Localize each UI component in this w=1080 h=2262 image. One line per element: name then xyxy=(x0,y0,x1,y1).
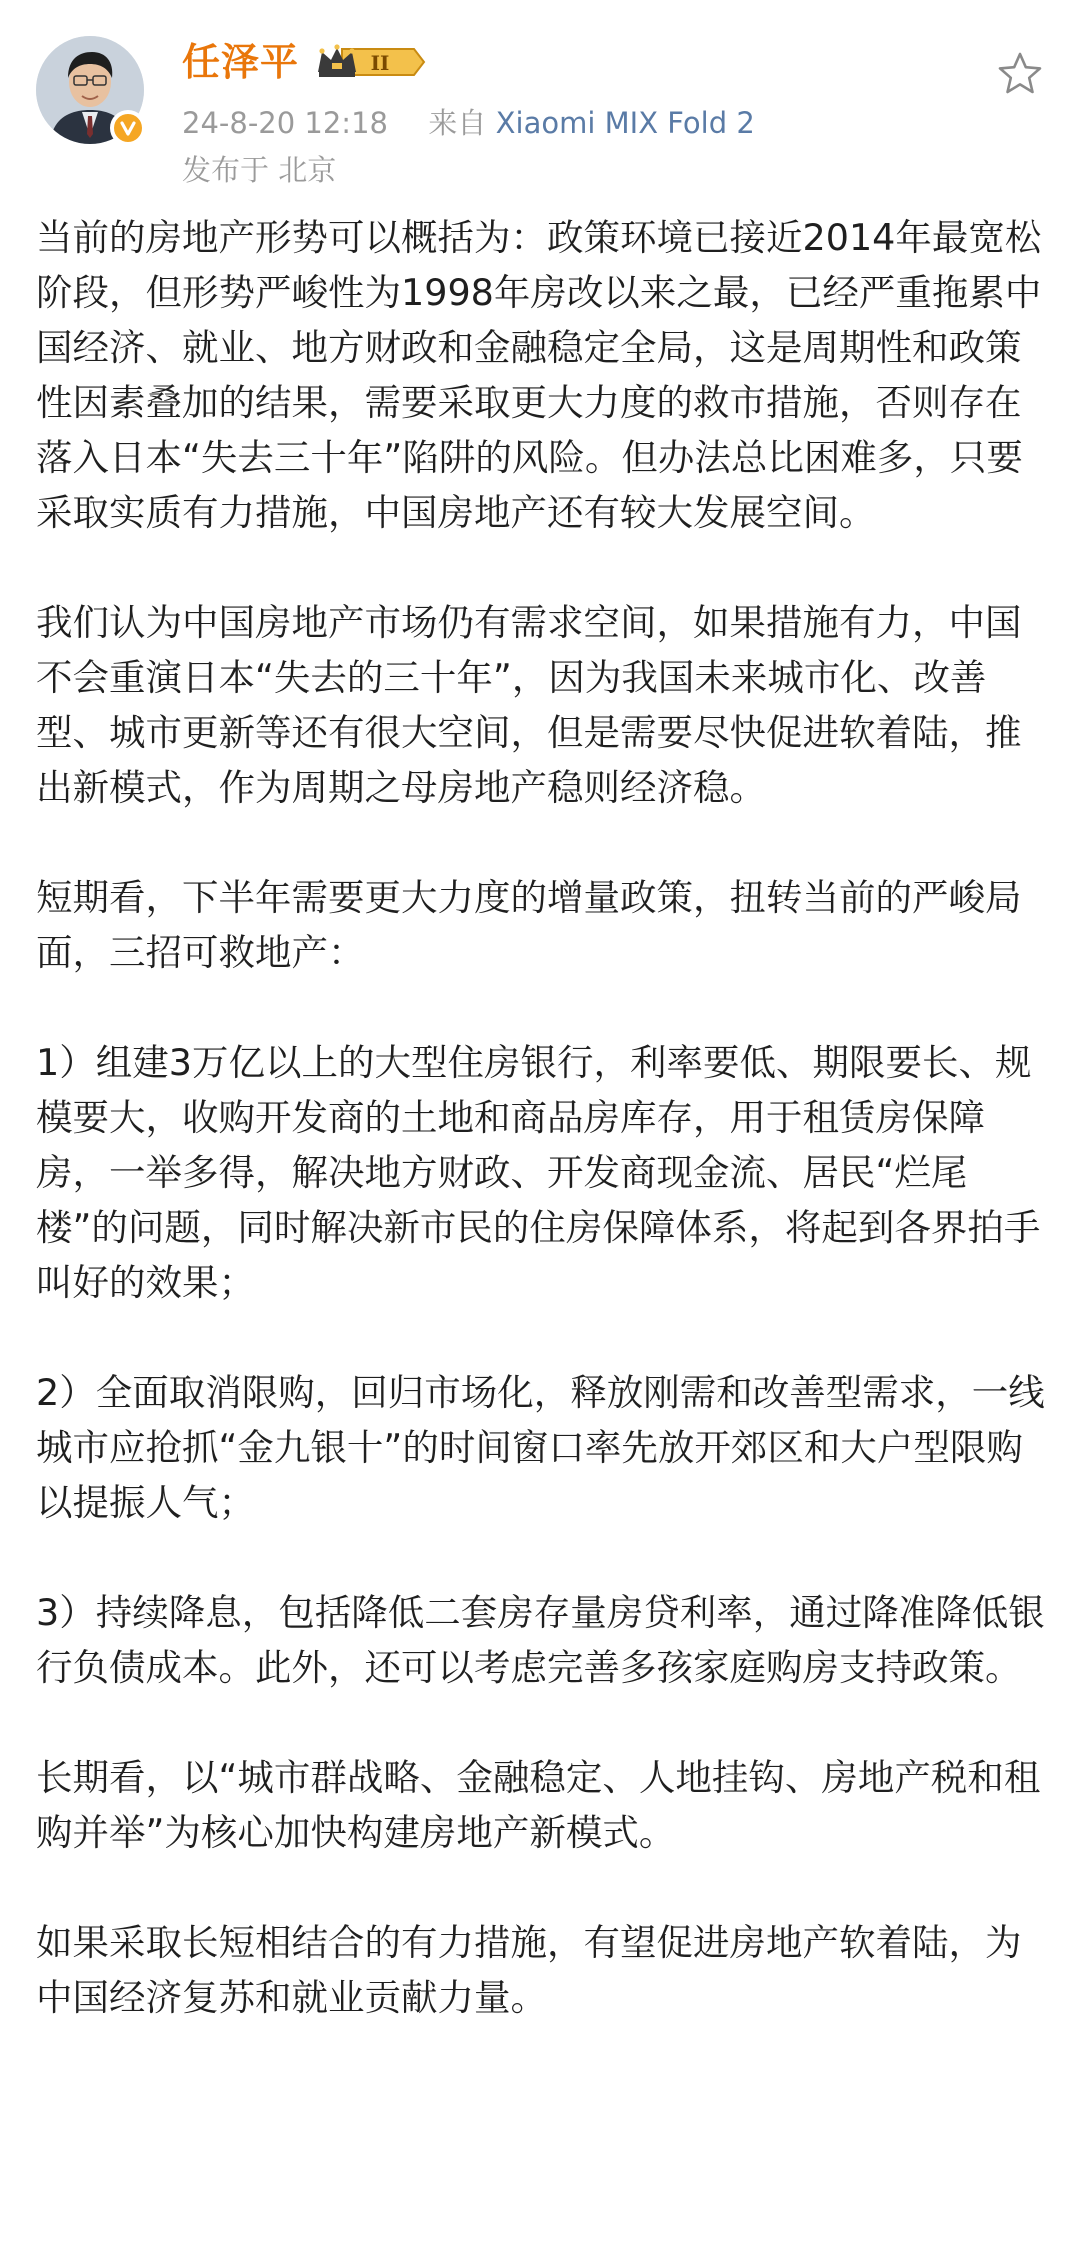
verified-v-icon xyxy=(110,110,146,146)
post-paragraph: 长期看，以“城市群战略、金融稳定、人地挂钩、房地产税和租购并举”为核心加快构建房地产新模式。 xyxy=(36,1756,1041,1854)
post-paragraph: 短期看，下半年需要更大力度的增量政策，扭转当前的严峻局面，三招可救地产： xyxy=(36,876,1022,974)
post-meta xyxy=(182,103,755,143)
member-level-text: II xyxy=(370,51,390,75)
author-avatar[interactable] xyxy=(36,36,144,144)
post-paragraph: 3）持续降息，包括降低二套房存量房贷利率，通过降准降低银行负债成本。此外，还可以考虑完善多孩家庭购房支持政策。 xyxy=(36,1591,1045,1689)
post-paragraph: 当前的房地产形势可以概括为：政策环境已接近2014年最宽松阶段，但形势严峻性为1998年房改以来之最，已经严重拖累中国经济、就业、地方财政和金融稳定全局，这是周期性和政策性因素叠加的结果，需要采取更大力度的救市措施，否则存在落入日本“失去三十年”陷阱的风险。但办法总比困难多，只要采取实质有力措施，中国房地产还有较大发展空间。 xyxy=(36,216,1042,534)
crown-member-icon[interactable] xyxy=(314,42,426,82)
star-icon[interactable] xyxy=(994,48,1046,100)
author-name[interactable]: 任泽平 xyxy=(182,40,300,84)
post-location: 发布于 北京 xyxy=(182,153,337,187)
post-paragraph: 2）全面取消限购，回归市场化，释放刚需和改善型需求，一线城市应抢抓“金九银十”的时间窗口率先放开郊区和大户型限购以提振人气； xyxy=(36,1371,1045,1524)
post-paragraph: 我们认为中国房地产市场仍有需求空间，如果措施有力，中国不会重演日本“失去的三十年”，因为我国未来城市化、改善型、城市更新等还有很大空间，但是需要尽快促进软着陆，推出新模式，作为周期之母房地产稳则经济稳。 xyxy=(36,601,1022,809)
source-prefix: 来自 xyxy=(428,106,487,140)
post-time: 24-8-20 12:18 xyxy=(182,106,388,140)
post-header xyxy=(0,0,1080,205)
source-device-link[interactable]: Xiaomi MIX Fold 2 xyxy=(495,106,755,140)
post-paragraph: 如果采取长短相结合的有力措施，有望促进房地产软着陆，为中国经济复苏和就业贡献力量。 xyxy=(36,1921,1022,2019)
post-body xyxy=(36,210,1048,2025)
post-paragraph: 1）组建3万亿以上的大型住房银行，利率要低、期限要长、规模要大，收购开发商的土地和商品房库存，用于租赁房保障房，一举多得，解决地方财政、开发商现金流、居民“烂尾楼”的问题，同时解决新市民的住房保障体系，将起到各界拍手叫好的效果； xyxy=(36,1041,1041,1304)
